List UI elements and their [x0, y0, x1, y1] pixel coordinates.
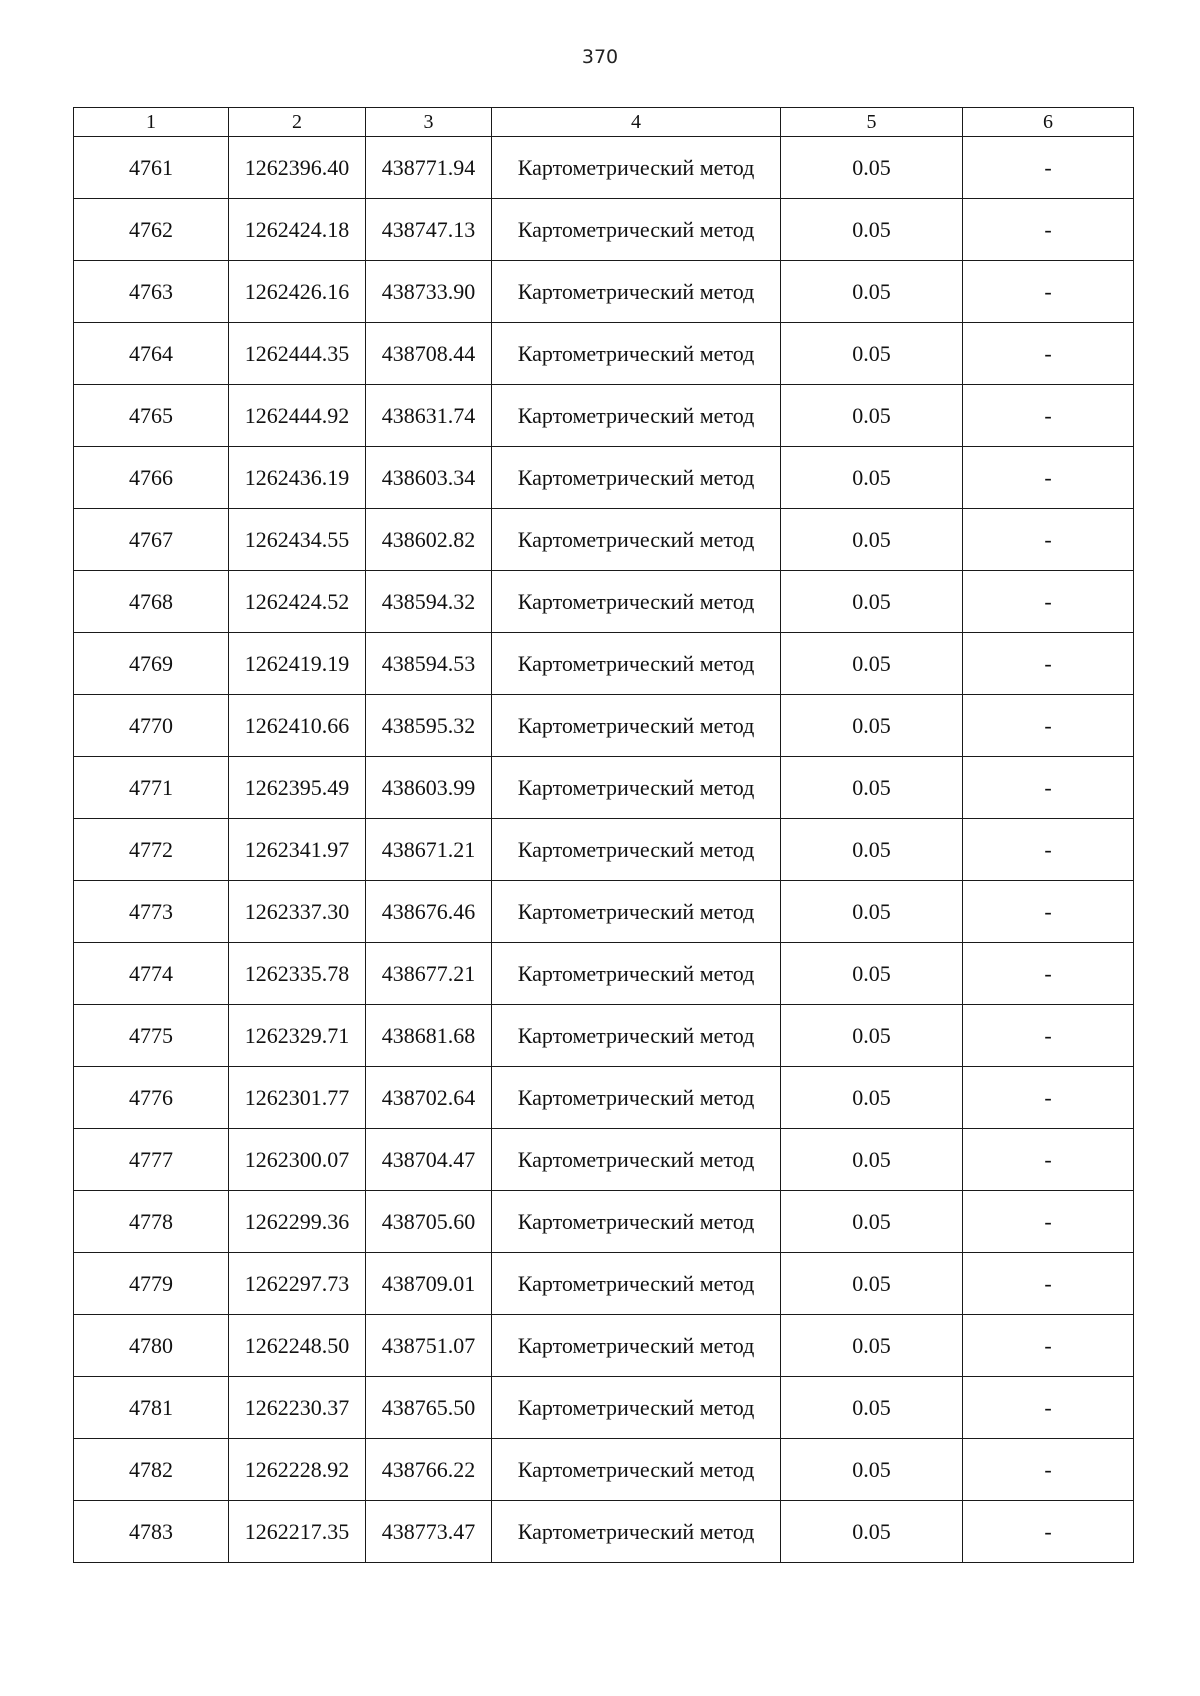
point-number-cell: 4780	[74, 1315, 229, 1377]
note-cell: -	[963, 509, 1134, 571]
method-cell: Картометрический метод	[492, 1377, 781, 1439]
accuracy-cell: 0.05	[781, 819, 963, 881]
note-cell: -	[963, 1439, 1134, 1501]
accuracy-cell: 0.05	[781, 1315, 963, 1377]
table-row	[74, 447, 1134, 509]
accuracy-cell: 0.05	[781, 447, 963, 509]
table-row	[74, 1253, 1134, 1315]
x-coordinate-cell: 1262395.49	[229, 757, 366, 819]
note-cell: -	[963, 1501, 1134, 1563]
table-header-row	[74, 108, 1134, 137]
y-coordinate-cell: 438705.60	[366, 1191, 492, 1253]
point-number-cell: 4776	[74, 1067, 229, 1129]
point-number-cell: 4771	[74, 757, 229, 819]
table-row	[74, 1129, 1134, 1191]
table-row	[74, 137, 1134, 199]
accuracy-cell: 0.05	[781, 385, 963, 447]
x-coordinate-cell: 1262419.19	[229, 633, 366, 695]
accuracy-cell: 0.05	[781, 695, 963, 757]
point-number-cell: 4779	[74, 1253, 229, 1315]
y-coordinate-cell: 438771.94	[366, 137, 492, 199]
point-number-cell: 4770	[74, 695, 229, 757]
y-coordinate-cell: 438773.47	[366, 1501, 492, 1563]
note-cell: -	[963, 1253, 1134, 1315]
method-cell: Картометрический метод	[492, 819, 781, 881]
note-cell: -	[963, 447, 1134, 509]
accuracy-cell: 0.05	[781, 1253, 963, 1315]
accuracy-cell: 0.05	[781, 1191, 963, 1253]
table-row	[74, 695, 1134, 757]
table-row	[74, 385, 1134, 447]
y-coordinate-cell: 438733.90	[366, 261, 492, 323]
y-coordinate-cell: 438766.22	[366, 1439, 492, 1501]
y-coordinate-cell: 438671.21	[366, 819, 492, 881]
y-coordinate-cell: 438677.21	[366, 943, 492, 1005]
table-body	[74, 137, 1134, 1563]
table-row	[74, 323, 1134, 385]
table-row	[74, 1501, 1134, 1563]
method-cell: Картометрический метод	[492, 1005, 781, 1067]
column-header-6: 6	[963, 108, 1134, 137]
method-cell: Картометрический метод	[492, 1191, 781, 1253]
note-cell: -	[963, 943, 1134, 1005]
x-coordinate-cell: 1262299.36	[229, 1191, 366, 1253]
point-number-cell: 4763	[74, 261, 229, 323]
x-coordinate-cell: 1262444.92	[229, 385, 366, 447]
y-coordinate-cell: 438594.53	[366, 633, 492, 695]
x-coordinate-cell: 1262228.92	[229, 1439, 366, 1501]
point-number-cell: 4764	[74, 323, 229, 385]
method-cell: Картометрический метод	[492, 695, 781, 757]
note-cell: -	[963, 1191, 1134, 1253]
y-coordinate-cell: 438603.34	[366, 447, 492, 509]
x-coordinate-cell: 1262335.78	[229, 943, 366, 1005]
point-number-cell: 4781	[74, 1377, 229, 1439]
x-coordinate-cell: 1262341.97	[229, 819, 366, 881]
column-header-1: 1	[74, 108, 229, 137]
method-cell: Картометрический метод	[492, 1315, 781, 1377]
table-row	[74, 943, 1134, 1005]
accuracy-cell: 0.05	[781, 199, 963, 261]
table-row	[74, 633, 1134, 695]
y-coordinate-cell: 438702.64	[366, 1067, 492, 1129]
x-coordinate-cell: 1262424.52	[229, 571, 366, 633]
table-row	[74, 199, 1134, 261]
note-cell: -	[963, 695, 1134, 757]
x-coordinate-cell: 1262444.35	[229, 323, 366, 385]
table-row	[74, 1005, 1134, 1067]
x-coordinate-cell: 1262436.19	[229, 447, 366, 509]
point-number-cell: 4772	[74, 819, 229, 881]
y-coordinate-cell: 438751.07	[366, 1315, 492, 1377]
y-coordinate-cell: 438704.47	[366, 1129, 492, 1191]
accuracy-cell: 0.05	[781, 1501, 963, 1563]
y-coordinate-cell: 438676.46	[366, 881, 492, 943]
table-row	[74, 881, 1134, 943]
x-coordinate-cell: 1262410.66	[229, 695, 366, 757]
accuracy-cell: 0.05	[781, 1377, 963, 1439]
method-cell: Картометрический метод	[492, 881, 781, 943]
method-cell: Картометрический метод	[492, 1439, 781, 1501]
method-cell: Картометрический метод	[492, 137, 781, 199]
point-number-cell: 4767	[74, 509, 229, 571]
method-cell: Картометрический метод	[492, 199, 781, 261]
x-coordinate-cell: 1262426.16	[229, 261, 366, 323]
y-coordinate-cell: 438747.13	[366, 199, 492, 261]
method-cell: Картометрический метод	[492, 509, 781, 571]
method-cell: Картометрический метод	[492, 447, 781, 509]
note-cell: -	[963, 199, 1134, 261]
y-coordinate-cell: 438708.44	[366, 323, 492, 385]
note-cell: -	[963, 1129, 1134, 1191]
note-cell: -	[963, 137, 1134, 199]
table-row	[74, 757, 1134, 819]
accuracy-cell: 0.05	[781, 1129, 963, 1191]
method-cell: Картометрический метод	[492, 1253, 781, 1315]
point-number-cell: 4783	[74, 1501, 229, 1563]
accuracy-cell: 0.05	[781, 633, 963, 695]
point-number-cell: 4768	[74, 571, 229, 633]
point-number-cell: 4769	[74, 633, 229, 695]
accuracy-cell: 0.05	[781, 1067, 963, 1129]
x-coordinate-cell: 1262329.71	[229, 1005, 366, 1067]
column-header-5: 5	[781, 108, 963, 137]
column-header-3: 3	[366, 108, 492, 137]
note-cell: -	[963, 881, 1134, 943]
note-cell: -	[963, 633, 1134, 695]
note-cell: -	[963, 261, 1134, 323]
accuracy-cell: 0.05	[781, 571, 963, 633]
y-coordinate-cell: 438631.74	[366, 385, 492, 447]
y-coordinate-cell: 438765.50	[366, 1377, 492, 1439]
method-cell: Картометрический метод	[492, 385, 781, 447]
table-row	[74, 1315, 1134, 1377]
accuracy-cell: 0.05	[781, 1439, 963, 1501]
method-cell: Картометрический метод	[492, 757, 781, 819]
method-cell: Картометрический метод	[492, 1067, 781, 1129]
x-coordinate-cell: 1262337.30	[229, 881, 366, 943]
point-number-cell: 4778	[74, 1191, 229, 1253]
method-cell: Картометрический метод	[492, 261, 781, 323]
table-row	[74, 1191, 1134, 1253]
note-cell: -	[963, 819, 1134, 881]
note-cell: -	[963, 323, 1134, 385]
point-number-cell: 4774	[74, 943, 229, 1005]
note-cell: -	[963, 1067, 1134, 1129]
y-coordinate-cell: 438709.01	[366, 1253, 492, 1315]
note-cell: -	[963, 757, 1134, 819]
x-coordinate-cell: 1262424.18	[229, 199, 366, 261]
x-coordinate-cell: 1262396.40	[229, 137, 366, 199]
method-cell: Картометрический метод	[492, 943, 781, 1005]
table-row	[74, 1439, 1134, 1501]
accuracy-cell: 0.05	[781, 881, 963, 943]
y-coordinate-cell: 438681.68	[366, 1005, 492, 1067]
x-coordinate-cell: 1262297.73	[229, 1253, 366, 1315]
column-header-4: 4	[492, 108, 781, 137]
point-number-cell: 4762	[74, 199, 229, 261]
accuracy-cell: 0.05	[781, 509, 963, 571]
accuracy-cell: 0.05	[781, 137, 963, 199]
point-number-cell: 4761	[74, 137, 229, 199]
note-cell: -	[963, 1377, 1134, 1439]
y-coordinate-cell: 438595.32	[366, 695, 492, 757]
note-cell: -	[963, 1315, 1134, 1377]
method-cell: Картометрический метод	[492, 323, 781, 385]
table-row	[74, 509, 1134, 571]
point-number-cell: 4777	[74, 1129, 229, 1191]
point-number-cell: 4765	[74, 385, 229, 447]
coordinates-table	[73, 107, 1134, 1563]
point-number-cell: 4775	[74, 1005, 229, 1067]
table-row	[74, 819, 1134, 881]
x-coordinate-cell: 1262230.37	[229, 1377, 366, 1439]
x-coordinate-cell: 1262248.50	[229, 1315, 366, 1377]
table-row	[74, 1067, 1134, 1129]
method-cell: Картометрический метод	[492, 633, 781, 695]
page-number: 370	[581, 46, 619, 68]
x-coordinate-cell: 1262217.35	[229, 1501, 366, 1563]
note-cell: -	[963, 571, 1134, 633]
column-header-2: 2	[229, 108, 366, 137]
y-coordinate-cell: 438602.82	[366, 509, 492, 571]
x-coordinate-cell: 1262301.77	[229, 1067, 366, 1129]
accuracy-cell: 0.05	[781, 323, 963, 385]
accuracy-cell: 0.05	[781, 1005, 963, 1067]
x-coordinate-cell: 1262300.07	[229, 1129, 366, 1191]
x-coordinate-cell: 1262434.55	[229, 509, 366, 571]
accuracy-cell: 0.05	[781, 261, 963, 323]
method-cell: Картометрический метод	[492, 571, 781, 633]
y-coordinate-cell: 438594.32	[366, 571, 492, 633]
table-row	[74, 261, 1134, 323]
note-cell: -	[963, 385, 1134, 447]
table-row	[74, 1377, 1134, 1439]
method-cell: Картометрический метод	[492, 1501, 781, 1563]
note-cell: -	[963, 1005, 1134, 1067]
method-cell: Картометрический метод	[492, 1129, 781, 1191]
point-number-cell: 4766	[74, 447, 229, 509]
accuracy-cell: 0.05	[781, 757, 963, 819]
point-number-cell: 4773	[74, 881, 229, 943]
point-number-cell: 4782	[74, 1439, 229, 1501]
table-row	[74, 571, 1134, 633]
y-coordinate-cell: 438603.99	[366, 757, 492, 819]
accuracy-cell: 0.05	[781, 943, 963, 1005]
